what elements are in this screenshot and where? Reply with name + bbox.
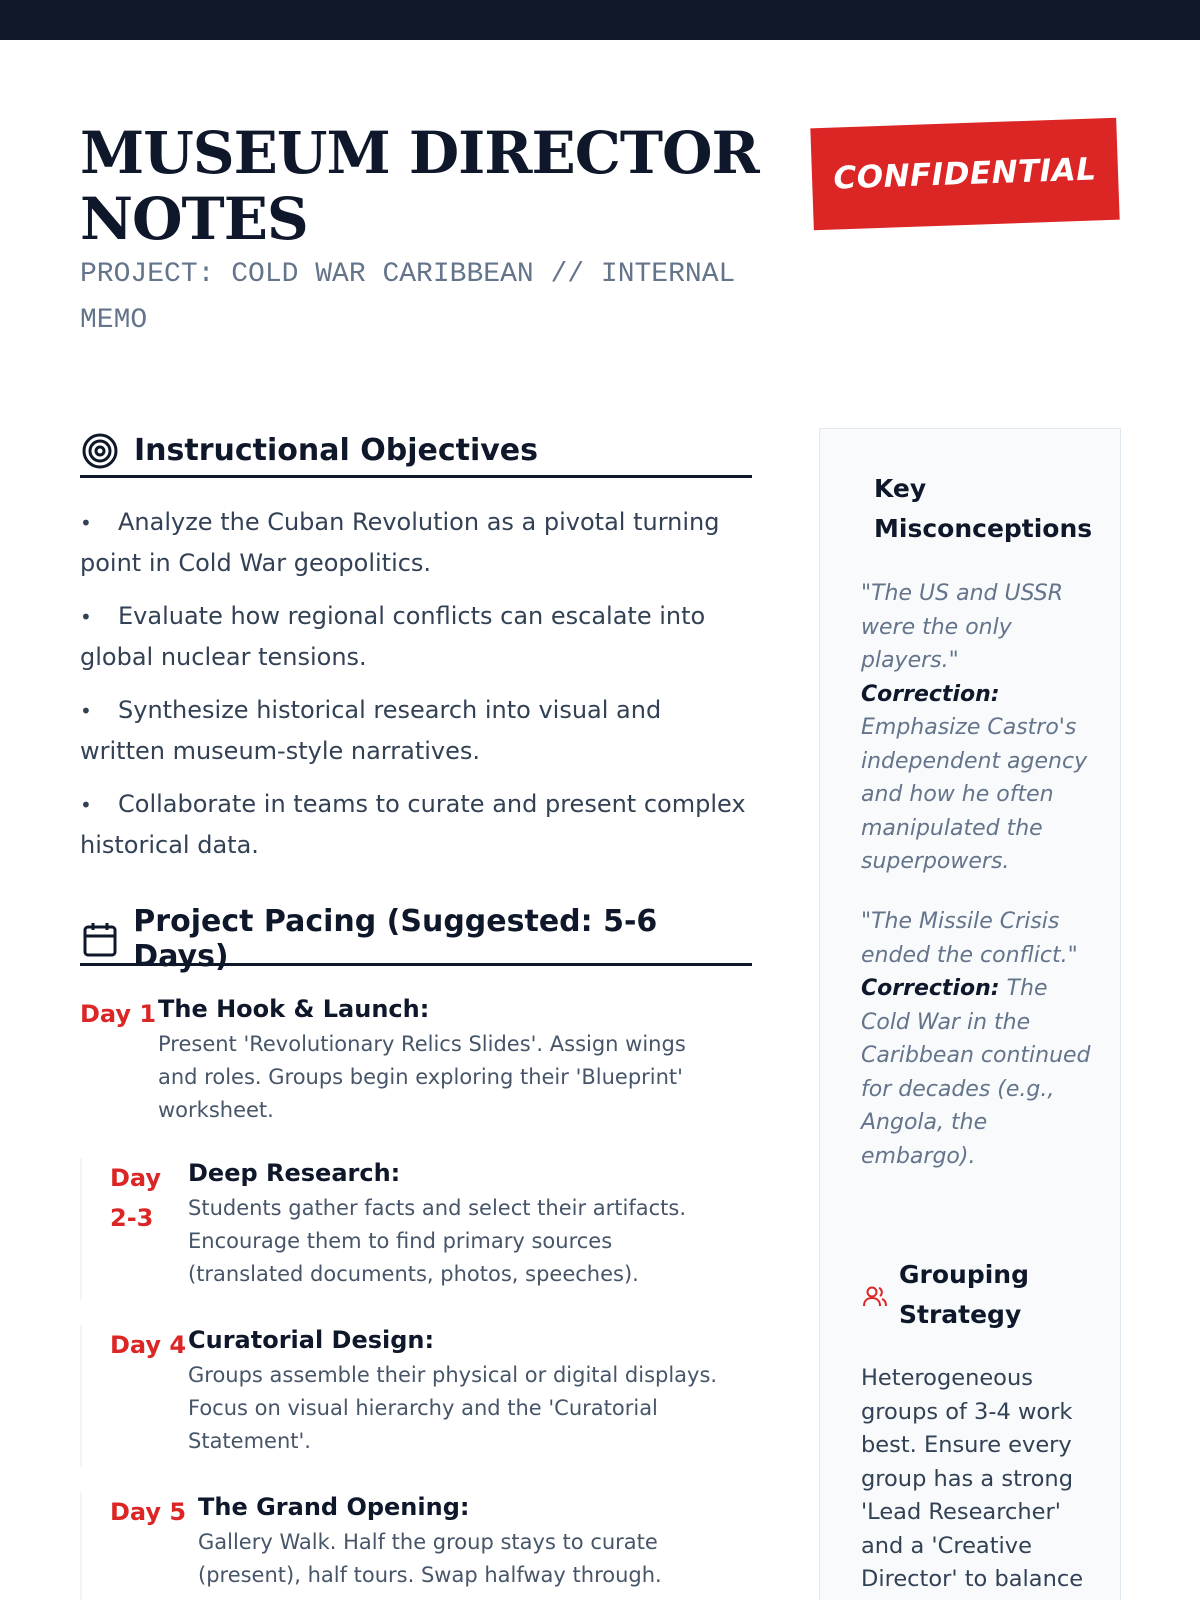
- confidential-stamp: [810, 118, 1119, 231]
- day-label: Day 5: [110, 1498, 187, 1526]
- phase-desc: Groups assemble their physical or digital displays. Focus on visual hierarchy and the 'Curatorial Statement'.: [188, 1363, 718, 1453]
- day-label: Day 4: [110, 1331, 187, 1359]
- day-label: Day 2-3: [110, 1164, 162, 1232]
- grouping-heading: Grouping Strategy: [899, 1260, 1029, 1329]
- top-bar: [0, 0, 1200, 40]
- phase-title: The Hook & Launch:: [158, 995, 430, 1023]
- phase-title: Deep Research:: [188, 1159, 401, 1187]
- phase-title: The Grand Opening:: [198, 1493, 470, 1521]
- users-icon: [862, 1284, 888, 1310]
- pacing-header: [80, 903, 752, 974]
- list-item: • Analyze the Cuban Revolution as a pivotal turning point in Cold War geopolitics.: [80, 508, 720, 577]
- calendar-icon: [80, 919, 119, 959]
- phase-title: Curatorial Design:: [188, 1326, 435, 1354]
- phase-desc: Present 'Revolutionary Relics Slides'. Assign wings and roles. Groups begin exploring their 'Blueprint' worksheet.: [158, 1032, 686, 1122]
- objectives-list: [80, 502, 752, 878]
- list-item: • Synthesize historical research into visual and written museum-style narratives.: [80, 696, 662, 765]
- list-item: • Evaluate how regional conflicts can escalate into global nuclear tensions.: [80, 602, 706, 671]
- objective-text: Collaborate in teams to curate and present complex historical data.: [80, 790, 746, 859]
- list-item: • Collaborate in teams to curate and present complex historical data.: [80, 790, 746, 859]
- objective-text: Synthesize historical research into visual and written museum-style narratives.: [80, 696, 662, 765]
- misconceptions-heading: Key Misconceptions: [874, 474, 1093, 543]
- objective-text: Analyze the Cuban Revolution as a pivotal turning point in Cold War geopolitics.: [80, 508, 720, 577]
- page-title-line1: MUSEUM DIRECTOR: [80, 119, 759, 187]
- misconception-quote: "The US and USSR were the only players.": [861, 581, 1064, 673]
- pacing-title: Project Pacing (Suggested: 5-6 Days): [133, 903, 658, 974]
- misconception-quote: "The Missile Crisis ended the conflict.": [861, 909, 1078, 968]
- pacing-day-4: [80, 1325, 758, 1467]
- stamp-label: CONFIDENTIAL: [832, 151, 1098, 197]
- misconception-item: [861, 905, 1091, 1173]
- page-title-line2: NOTES: [80, 185, 308, 253]
- correction-text: The Cold War in the Caribbean continued for decades (e.g., Angola, the embargo).: [861, 976, 1091, 1169]
- pacing-day-2-3: [80, 1158, 758, 1300]
- phase-desc: Students gather facts and select their artifacts. Encourage them to find primary sources (translated documents, photos, speeches).: [188, 1196, 687, 1286]
- sidebar-panel: [819, 428, 1121, 1600]
- pacing-day-5: [80, 1492, 768, 1600]
- objectives-header: [80, 426, 752, 478]
- correction-label: Correction:: [861, 976, 1000, 1001]
- objective-text: Evaluate how regional conflicts can escalate into global nuclear tensions.: [80, 602, 706, 671]
- correction-label: Correction:: [861, 681, 1000, 707]
- target-icon: [80, 431, 120, 471]
- page-title: [80, 120, 780, 252]
- objectives-title: Instructional Objectives: [134, 433, 538, 468]
- day-label: Day 1: [80, 1000, 157, 1028]
- phase-desc: Gallery Walk. Half the group stays to curate (present), half tours. Swap halfway through.: [198, 1530, 662, 1587]
- correction-text: Emphasize Castro's independent agency and how he often manipulated the superpowers.: [861, 715, 1088, 874]
- misconception-item: [861, 577, 1091, 879]
- grouping-text: Heterogeneous groups of 3-4 work best. Ensure every group has a strong 'Lead Researcher' and a 'Creative Director' to balance: [861, 1365, 1084, 1592]
- page-subtitle: PROJECT: COLD WAR CARIBBEAN // INTERNAL MEMO: [80, 259, 736, 336]
- pacing-day-1: [80, 994, 728, 1127]
